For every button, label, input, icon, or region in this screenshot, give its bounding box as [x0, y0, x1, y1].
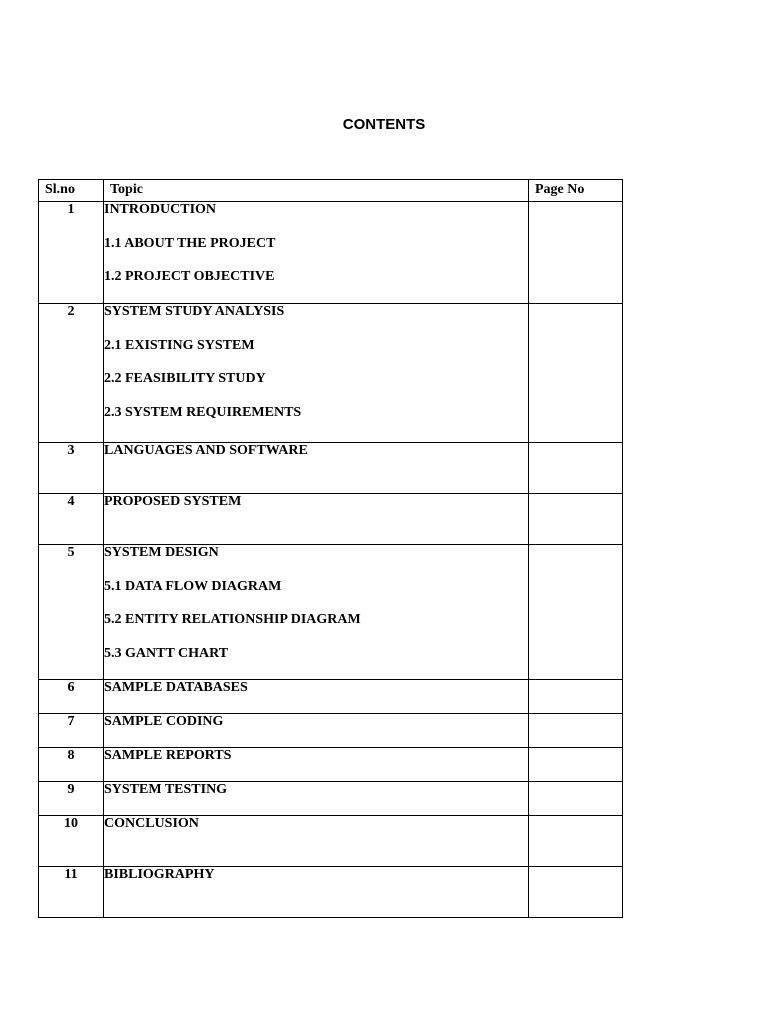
row-topics [104, 443, 529, 494]
topic-line: SYSTEM TESTING [104, 782, 228, 797]
row-number: 10 [39, 816, 104, 867]
row-topics [104, 545, 529, 680]
header-topic: Topic [104, 180, 529, 202]
topic-line: 5.3 GANTT CHART [104, 645, 229, 661]
topic-line: SYSTEM STUDY ANALYSIS [104, 304, 285, 319]
header-page: Page No [529, 180, 623, 202]
row-number: 4 [39, 494, 104, 545]
table-row [39, 494, 623, 545]
row-page-number [529, 748, 623, 782]
header-slno: Sl.no [39, 180, 104, 202]
row-topics [104, 680, 529, 714]
table-row [39, 867, 623, 918]
row-topics [104, 202, 529, 304]
topic-line: BIBLIOGRAPHY [104, 867, 215, 882]
topic-line: 2.3 SYSTEM REQUIREMENTS [104, 404, 302, 420]
row-page-number [529, 443, 623, 494]
row-page-number [529, 867, 623, 918]
table-body [39, 202, 623, 918]
row-page-number [529, 680, 623, 714]
table-row [39, 714, 623, 748]
table-row [39, 816, 623, 867]
table-row [39, 202, 623, 304]
row-number: 5 [39, 545, 104, 680]
header-row [39, 180, 623, 202]
table-row [39, 680, 623, 714]
row-page-number [529, 202, 623, 304]
topic-line: LANGUAGES AND SOFTWARE [104, 443, 308, 458]
topic-line: PROPOSED SYSTEM [104, 494, 242, 509]
topic-line: SAMPLE CODING [104, 714, 224, 729]
topic-line: 5.1 DATA FLOW DIAGRAM [104, 578, 282, 594]
table-row [39, 545, 623, 680]
topic-line: 2.2 FEASIBILITY STUDY [104, 371, 266, 386]
topic-line: 5.2 ENTITY RELATIONSHIP DIAGRAM [104, 612, 361, 627]
row-page-number [529, 816, 623, 867]
table-row [39, 748, 623, 782]
row-number: 3 [39, 443, 104, 494]
topic-line: 1.2 PROJECT OBJECTIVE [104, 269, 275, 284]
row-topics [104, 748, 529, 782]
row-number: 2 [39, 304, 104, 443]
row-page-number [529, 304, 623, 443]
row-topics [104, 867, 529, 918]
topic-line: SAMPLE DATABASES [104, 680, 248, 695]
topic-line: SYSTEM DESIGN [104, 545, 219, 560]
row-number: 11 [39, 867, 104, 918]
topic-line: CONCLUSION [104, 816, 199, 831]
row-number: 9 [39, 782, 104, 816]
topic-line: 1.1 ABOUT THE PROJECT [104, 235, 276, 251]
row-page-number [529, 714, 623, 748]
row-number: 6 [39, 680, 104, 714]
contents-table [38, 179, 623, 918]
row-page-number [529, 782, 623, 816]
row-topics [104, 304, 529, 443]
row-topics [104, 782, 529, 816]
row-number: 7 [39, 714, 104, 748]
topic-line: SAMPLE REPORTS [104, 748, 232, 763]
row-topics [104, 494, 529, 545]
row-number: 8 [39, 748, 104, 782]
row-topics [104, 816, 529, 867]
table-row [39, 782, 623, 816]
row-topics [104, 714, 529, 748]
row-page-number [529, 494, 623, 545]
row-number: 1 [39, 202, 104, 304]
topic-line: 2.1 EXISTING SYSTEM [104, 337, 255, 353]
topic-line: INTRODUCTION [104, 202, 217, 217]
table-row [39, 304, 623, 443]
table-row [39, 443, 623, 494]
row-page-number [529, 545, 623, 680]
page-title: CONTENTS [342, 116, 426, 133]
